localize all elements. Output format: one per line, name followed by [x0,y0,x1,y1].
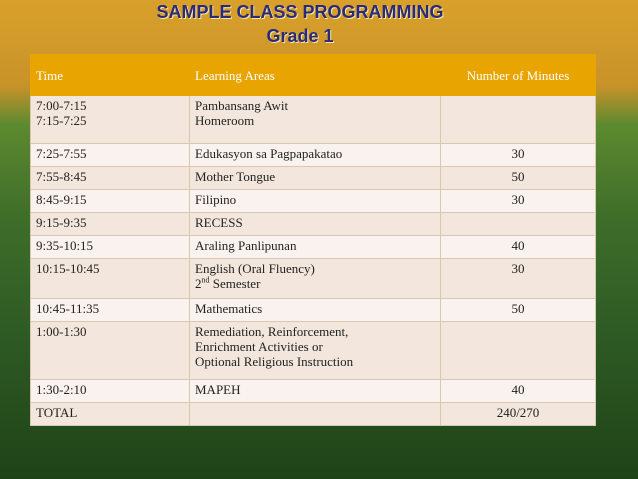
cell-area: English (Oral Fluency) 2nd Semester [190,259,441,299]
cell-total-minutes: 240/270 [441,403,596,426]
cell-time: 8:45-9:15 [31,190,190,213]
cell-area: RECESS [190,213,441,236]
cell-minutes: 50 [441,299,596,322]
cell-area: Remediation, Reinforcement, Enrichment Activities or Optional Religious Instruction [190,322,441,380]
cell-area: Pambansang Awit Homeroom [190,96,441,144]
table-row [31,322,596,380]
cell-minutes [441,213,596,236]
cell-time: 7:55-8:45 [31,167,190,190]
cell-time: 10:45-11:35 [31,299,190,322]
cell-minutes [441,96,596,144]
title-line-1: SAMPLE CLASS PROGRAMMING [156,2,444,22]
header-minutes: Number of Minutes [441,55,596,96]
table-row [31,167,596,190]
table-row [31,144,596,167]
header-time: Time [31,55,190,96]
table-row [31,299,596,322]
cell-minutes: 30 [441,259,596,299]
table-row [31,190,596,213]
cell-area: Filipino [190,190,441,213]
cell-total-label: TOTAL [31,403,190,426]
cell-area: Edukasyon sa Pagpapakatao [190,144,441,167]
cell-minutes: 40 [441,236,596,259]
cell-time: 9:35-10:15 [31,236,190,259]
table-row [31,236,596,259]
cell-minutes: 40 [441,380,596,403]
table-row [31,213,596,236]
cell-time: 10:15-10:45 [31,259,190,299]
cell-area [190,403,441,426]
table-header-row [31,55,596,96]
cell-area: Mathematics [190,299,441,322]
cell-area: MAPEH [190,380,441,403]
header-learning-areas: Learning Areas [190,55,441,96]
cell-minutes: 50 [441,167,596,190]
table-row [31,259,596,299]
schedule-table [30,54,596,426]
cell-area: Araling Panlipunan [190,236,441,259]
cell-time: 7:25-7:55 [31,144,190,167]
cell-minutes [441,322,596,380]
cell-time: 1:00-1:30 [31,322,190,380]
title-line-2: Grade 1 [266,26,334,46]
cell-time: 9:15-9:35 [31,213,190,236]
table-row [31,380,596,403]
cell-time: 1:30-2:10 [31,380,190,403]
table-row-total [31,403,596,426]
cell-time: 7:00-7:15 7:15-7:25 [31,96,190,144]
table-row [31,96,596,144]
slide-title [0,0,638,54]
cell-minutes: 30 [441,190,596,213]
cell-area: Mother Tongue [190,167,441,190]
cell-minutes: 30 [441,144,596,167]
